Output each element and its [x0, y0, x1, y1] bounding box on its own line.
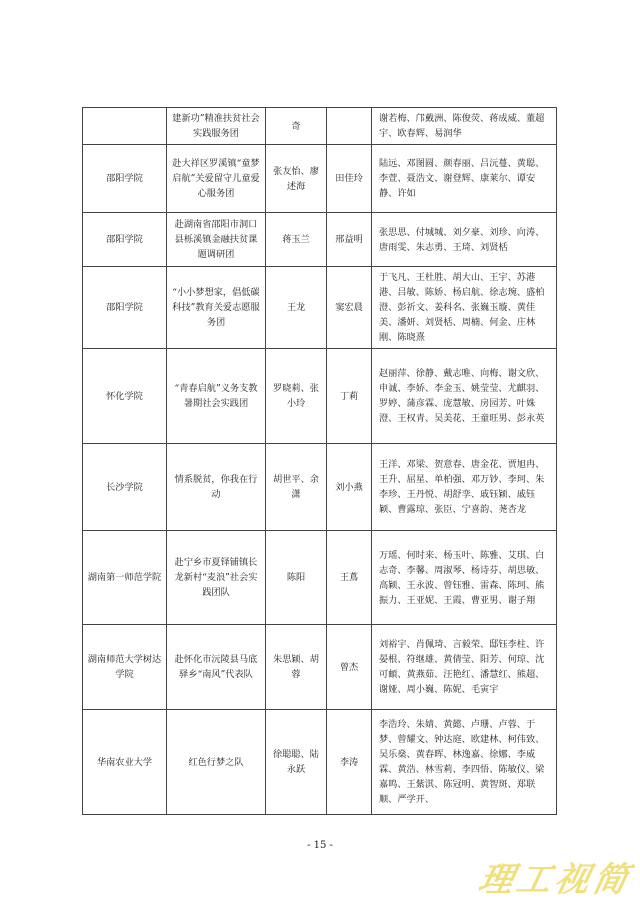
roster-table-body — [83, 108, 557, 815]
advisor-cell: 罗晓莉、张小玲 — [266, 349, 327, 444]
advisor-cell: 张友怡、廖述海 — [266, 145, 327, 213]
table-row — [83, 267, 557, 349]
table-row — [83, 531, 557, 625]
advisor-cell: 朱思颖、胡蓉 — [266, 625, 327, 710]
team-cell: 赴湖南省邵阳市洞口县栎溪镇金融扶贫课题调研团 — [167, 213, 266, 267]
advisor-cell: 陈阳 — [266, 531, 327, 625]
roster-table — [82, 107, 557, 815]
leader-cell: 王蔦 — [327, 531, 372, 625]
leader-cell: 李涛 — [327, 710, 372, 815]
members-cell: 赵丽萍、徐静、戴志唯、向梅、谢文欣、申诚、李娇、李金玉、姚莹莹、尤麒羽、罗婷、蒲彦霖、庞慧敏、房园芳、叶姝澄、王权青、吴美花、王童旺男、彭永英 — [372, 349, 557, 444]
leader-cell: 丁莉 — [327, 349, 372, 444]
members-cell: 张思思、付城城、刘夕豪、刘珍、向涛、唐雨雯、朱志勇、王琦、刘贤栝 — [372, 213, 557, 267]
table-row — [83, 349, 557, 444]
advisor-cell: 奇 — [266, 108, 327, 145]
advisor-cell: 胡世平、余潇 — [266, 444, 327, 531]
team-cell: 赴怀化市沅陵县马底驿乡“南风”代表队 — [167, 625, 266, 710]
leader-cell: 曾杰 — [327, 625, 372, 710]
advisor-cell: 蒋玉兰 — [266, 213, 327, 267]
leader-cell: 刘小燕 — [327, 444, 372, 531]
leader-cell — [327, 108, 372, 145]
school-cell: 华南农业大学 — [83, 710, 167, 815]
team-cell: 赴宁乡市夏铎铺镇长龙新村“麦浪”社会实践团队 — [167, 531, 266, 625]
leader-cell: 窦宏晨 — [327, 267, 372, 349]
table-row — [83, 108, 557, 145]
school-cell: 长沙学院 — [83, 444, 167, 531]
team-cell: 建新功”精准扶贫社会实践服务团 — [167, 108, 266, 145]
leader-cell: 田佳玲 — [327, 145, 372, 213]
team-cell: “小小梦想家，倡低碳科技”教育关爱志愿服务团 — [167, 267, 266, 349]
members-cell: 刘裕宇、肖佩琦、言毅荣、邸钰李柱、许晏根、符继雄、黄倩莹、阳芳、何琼、沈可頔、黄燕茹、汪艳红、潘慧红、熊超、谢娅、周小巍、陈妮、毛寅宇 — [372, 625, 557, 710]
advisor-cell: 徐聪聪、陆永跃 — [266, 710, 327, 815]
page-number: - 15 - — [307, 840, 333, 851]
school-cell: 怀化学院 — [83, 349, 167, 444]
advisor-cell: 王龙 — [266, 267, 327, 349]
team-cell: 红色行梦之队 — [167, 710, 266, 815]
school-cell: 湖南第一师范学院 — [83, 531, 167, 625]
school-cell — [83, 108, 167, 145]
team-cell: 情系脱贫，你我在行动 — [167, 444, 266, 531]
table-row — [83, 444, 557, 531]
school-cell: 湖南师范大学树达学院 — [83, 625, 167, 710]
members-cell: 于飞凡、王杜胜、胡大山、王宇、苏港港、吕敏、陈娇、杨启航、徐志琬、盛柏澄、彭祈文、姜科名、张巍玉璇、黄佳美、潘妍、刘贤栝、周楠、何金、庄林刚、陈晓熹 — [372, 267, 557, 349]
members-cell: 李浩玲、朱婧、黄懿、卢珊、卢蓉、于梦、曾耀文、钟达庭、欧建林、柯伟致、吴乐燊、黄春晖、林逸嘉、徐娜、李威霖、黄浩、林雪莉、李四悟、陈敏仪、梁嘉鸣、王紫淇、陈冠明、黄智斑、郑联顺、严学开、 — [372, 710, 557, 815]
school-cell: 邵阳学院 — [83, 145, 167, 213]
members-cell: 陆远、邓图圆、颜春丽、吕沅蔓、黄聪、李萱、聂浩文、谢登辉、康莱尔、谭安静、许如 — [372, 145, 557, 213]
table-row — [83, 625, 557, 710]
members-cell: 王洋、邓梁、贺意春、唐金花、贾旭冉、王升、屈星、单柏强、邓万钞、李珂、朱李珍、王丹悦、胡舒孪、戚钰颖、戚钰颖、曹露琼、张臣、宁喜韵、荛杏龙 — [372, 444, 557, 531]
table-row — [83, 145, 557, 213]
school-cell: 邵阳学院 — [83, 267, 167, 349]
watermark-logo: 理工视简 — [475, 860, 636, 900]
table-row — [83, 213, 557, 267]
leader-cell: 邢益明 — [327, 213, 372, 267]
members-cell: 谢若梅、邝戴洲、陈俊荧、蒋成威、董超宇、欧春辉、易润华 — [372, 108, 557, 145]
team-cell: 赴大祥区罗溪镇“童梦启航”关爱留守儿童爱心服务团 — [167, 145, 266, 213]
table-row — [83, 710, 557, 815]
school-cell: 邵阳学院 — [83, 213, 167, 267]
members-cell: 万瑶、何时来、杨玉叶、陈雅、艾琪、白志奇、李馨、周淑琴、杨诗芬、胡思敏、高颖、王永波、曾钰雅、雷森、陈珂、熊振力、王亚妮、王霞、曹亚男、谢子翔 — [372, 531, 557, 625]
team-cell: “青春启航”义务支教暑期社会实践团 — [167, 349, 266, 444]
